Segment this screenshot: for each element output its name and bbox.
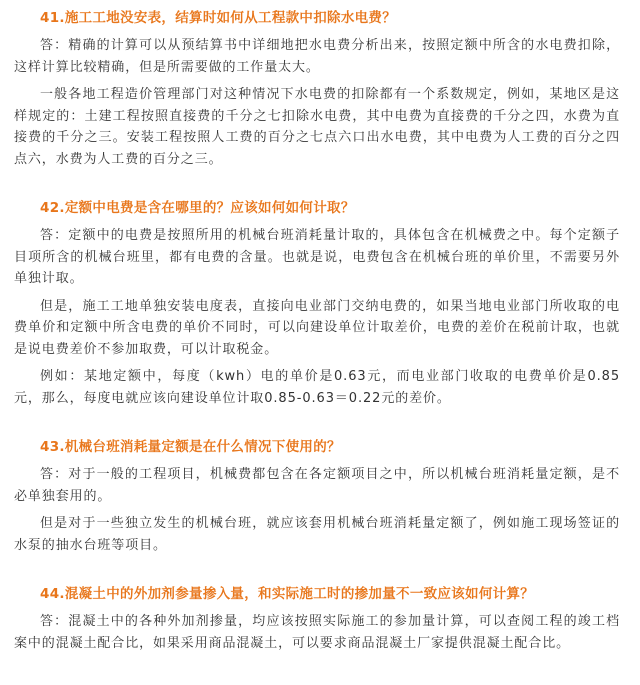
section-gap	[14, 176, 620, 198]
question-title: 44.混凝土中的外加剂参量掺入量，和实际施工时的掺加量不一致应该如何计算？	[40, 586, 535, 602]
answer-paragraph: 答：定额中的电费是按照所用的机械台班消耗量计取的，具体包含在机械费之中。每个定额子目项所含的机械台班里，都有电费的含量。也就是说，电费包含在机械台班的单价里，不需要另外单独计取。	[14, 228, 620, 286]
answer-paragraph: 但是，施工工地单独安装电度表，直接向电业部门交纳电费的，如果当地电业部门所收取的电费单价和定额中所含电费的单价不同时，可以向建设单位计取差价，电费的差价在税前计取，也就是说电费差价不参加取费，可以计取税金。	[14, 298, 620, 357]
question-title: 42.定额中电费是含在哪里的？应该如何如何计取？	[40, 200, 355, 216]
question-title: 43.机械台班消耗量定额是在什么情况下使用的？	[40, 439, 341, 455]
answer-paragraph: 例如：某地定额中，每度（kwh）电的单价是0.63元，而电业部门收取的电费单价是0.85元，那么，每度电就应该向建设单位计取0.85-0.63＝0.22元的差价。	[14, 369, 620, 406]
question-44	[14, 584, 620, 654]
section-gap	[14, 415, 620, 437]
question-title: 41.施工工地没安表，结算时如何从工程款中扣除水电费？	[40, 10, 397, 26]
answer-paragraph: 答：对于一般的工程项目，机械费都包含在各定额项目之中，所以机械台班消耗量定额，是不必单独套用的。	[14, 467, 620, 504]
answer-paragraph: 答：混凝土中的各种外加剂掺量，均应该按照实际施工的参加量计算，可以查阅工程的竣工档案中的混凝土配合比，如果采用商品混凝土，可以要求商品混凝土厂家提供混凝土配合比。	[14, 614, 620, 651]
question-42	[14, 198, 620, 409]
answer-paragraph: 答：精确的计算可以从预结算书中详细地把水电费分析出来，按照定额中所含的水电费扣除，这样计算比较精确，但是所需要做的工作量太大。	[14, 38, 620, 75]
question-41	[14, 8, 620, 170]
answer-paragraph: 但是对于一些独立发生的机械台班，就应该套用机械台班消耗量定额了，例如施工现场签证的水泵的抽水台班等项目。	[14, 516, 620, 553]
question-43	[14, 437, 620, 556]
answer-paragraph: 一般各地工程造价管理部门对这种情况下水电费的扣除都有一个系数规定，例如，某地区是这样规定的：土建工程按照直接费的千分之七扣除水电费，其中电费为直接费的千分之四，水费为直接费的千分之三。安装工程按照人工费的百分之七点六口出水电费，其中电费为人工费的百分之四点六，水费为人工费的百分之三。	[14, 87, 620, 167]
section-gap	[14, 562, 620, 584]
